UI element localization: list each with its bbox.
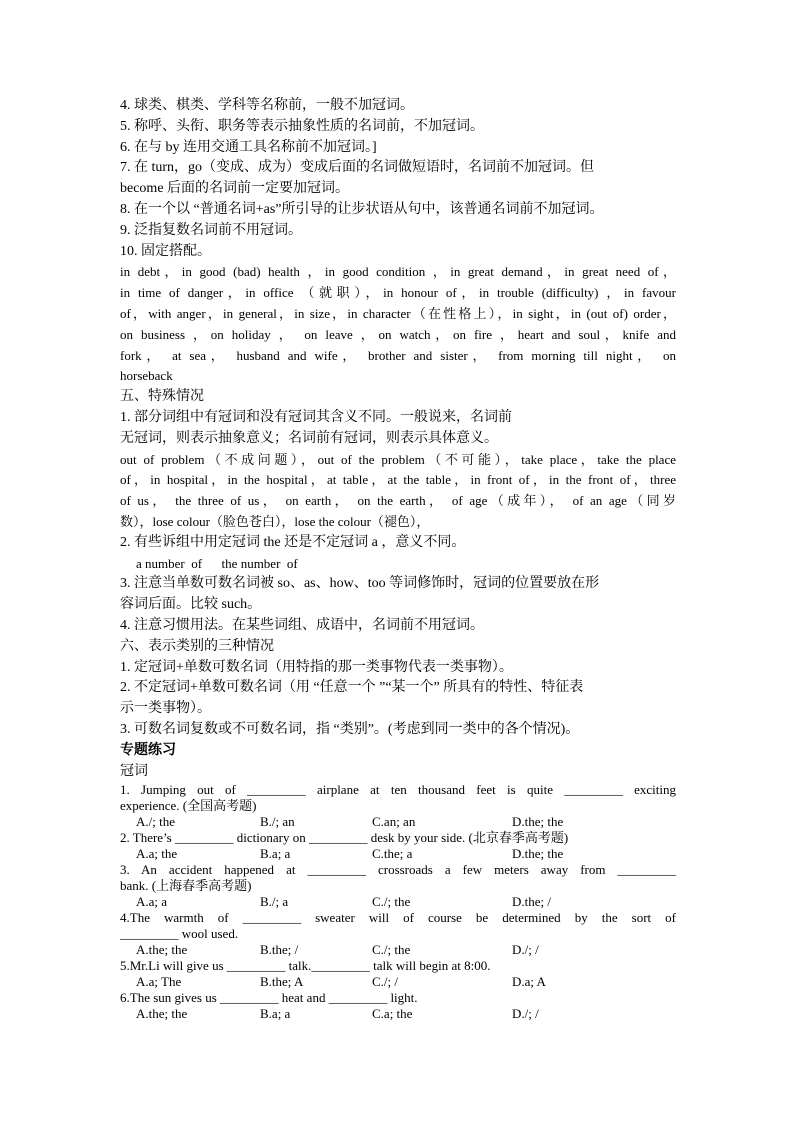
option-b: B.the; / [260,942,299,958]
option-d: D./; / [512,1006,539,1022]
section-5-item1: 1. 部分词组中有冠词和没有冠词其含义不同。一般说来，名词前 [120,409,512,425]
example-line: of us， the three of us， on earth， on the earth， of age（成年）， of an age（同岁 [120,493,676,509]
option-b: B.a; a [260,846,291,862]
section-5-item3: 3. 注意当单数可数名词被 so、as、how、too 等词修饰时，冠词的位置要放在形 [120,576,600,592]
option-c: C.an; an [372,814,416,830]
practice-heading: 专题练习 [120,742,176,758]
phrase-line: of，with anger，in general，in size，in character（在性格上），in sight，in (out of) order， [120,305,676,321]
option-d: D.the; the [512,814,564,830]
option-a: A./; the [136,814,175,830]
section-6-item: 示一类事物）。 [120,701,211,717]
rule-5: 5. 称呼、头衔、职务等表示抽象性质的名词前，不加冠词。 [120,118,484,134]
example-line: out of problem（不成问题），out of the problem（不可能），take place，take the place [120,451,676,467]
question-1-cont: experience. (全国高考题) [120,798,257,814]
section-5-item3-cont: 容词后面。比较 such。 [120,597,262,613]
rule-9: 9. 泛指复数名词前不用冠词。 [120,222,302,238]
question-1: 1. Jumping out of _________ airplane at ten thousand feet is quite _________ exciting [120,782,676,798]
section-6-heading: 六、表示类别的三种情况 [120,638,274,654]
example-line: 数），lose colour（脸色苍白），lose the colour（褪色）， [120,513,430,529]
section-6-item: 2. 不定冠词+单数可数名词（用 “任意一个 ”“某一个” 所具有的特性、特征表 [120,680,584,696]
section-5-item2: 2. 有些诉组中用定冠词 the 还是不定冠词 a ，意义不同。 [120,534,466,550]
question-6: 6.The sun gives us _________ heat and _________ light. [120,990,418,1006]
option-c: C.a; the [372,1006,413,1022]
rule-8: 8. 在一个以 “普通名词+as”所引导的让步状语从句中，该普通名词前不加冠词。 [120,201,604,217]
example-line: of，in hospital，in the hospital，at table，at the table，in front of，in the front of，three [120,472,676,488]
question-4-cont: _________ wool used. [120,926,239,942]
rule-7: 7. 在 turn，go（变成、成为）变成后面的名词做短语时，名词前不加冠词。但 [120,160,595,176]
option-a: A.a; a [136,894,168,910]
rule-10: 10. 固定搭配。 [120,243,211,259]
section-5-item4: 4. 注意习惯用法。在某些词组、成语中，名词前不用冠词。 [120,617,484,633]
question-3-options [120,894,676,910]
option-a: A.a; the [136,846,178,862]
section-5-item1-cont: 无冠词，则表示抽象意义；名词前有冠词，则表示具体意义。 [120,430,498,446]
option-d: D.a; A [512,974,546,990]
question-1-options [120,814,676,830]
option-c: C./; / [372,974,399,990]
phrase-line: in debt，in good (bad) health ，in good condition ，in great demand，in great need of， [120,264,676,280]
option-c: C./; the [372,942,411,958]
option-b: B./; an [260,814,295,830]
practice-subheading: 冠词 [120,763,148,779]
question-3-cont: bank. (上海春季高考题) [120,878,252,894]
option-c: C.the; a [372,846,413,862]
question-6-options [120,1006,676,1022]
option-b: B.a; a [260,1006,291,1022]
question-2: 2. There’s _________ dictionary on _________ desk by your side. (北京春季高考题) [120,830,569,846]
question-5-options [120,974,676,990]
rule-7-cont: become 后面的名词前一定要加冠词。 [120,181,350,197]
section-6-item: 3. 可数名词复数或不可数名词，指 “类别”。(考虑到同一类中的各个情况)。 [120,721,580,737]
phrase-line: horseback [120,368,173,384]
option-b: B.the; A [260,974,304,990]
rule-6: 6. 在与 by 连用交通工具名称前不加冠词。] [120,139,377,155]
option-d: D./; / [512,942,539,958]
option-b: B./; a [260,894,289,910]
phrase-line: fork， at sea， husband and wife， brother and sister， from morning till night， on [120,347,676,363]
question-4: 4.The warmth of _________ sweater will of course be determined by the sort of [120,910,676,926]
option-a: A.a; The [136,974,182,990]
document-page [120,96,676,1022]
rule-4: 4. 球类、棋类、学科等名称前，一般不加冠词。 [120,98,414,113]
option-a: A.the; the [136,1006,188,1022]
section-5-item2-example: a number of the number of [136,555,298,571]
question-4-options [120,942,676,958]
question-3: 3. An accident happened at _________ crossroads a few meters away from _________ [120,862,676,878]
question-2-options [120,846,676,862]
option-c: C./; the [372,894,411,910]
option-d: D.the; / [512,894,551,910]
section-6-item: 1. 定冠词+单数可数名词（用特指的那一类事物代表一类事物）。 [120,659,513,675]
section-5-heading: 五、特殊情况 [120,389,204,405]
option-a: A.the; the [136,942,188,958]
option-d: D.the; the [512,846,564,862]
question-5: 5.Mr.Li will give us _________ talk._________ talk will begin at 8:00. [120,958,491,974]
phrase-line: in time of danger，in office （就职），in honour of，in trouble (difficulty) ，in favour [120,285,676,301]
phrase-line: on business ，on holiday ， on leave ，on watch，on fire ，heart and soul，knife and [120,326,676,342]
